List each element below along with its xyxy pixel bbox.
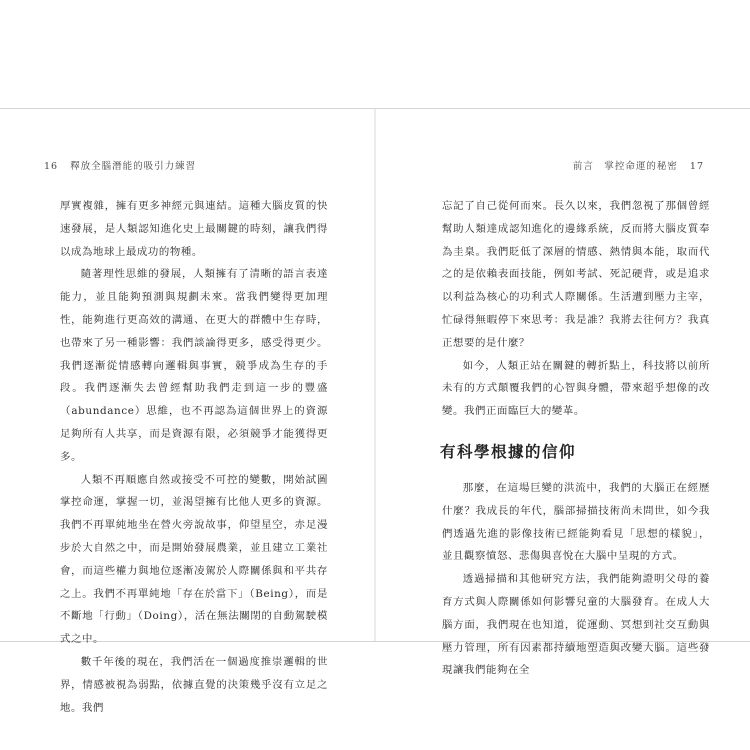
left-page [0, 109, 374, 714]
right-body-text [442, 195, 710, 682]
left-body-text [60, 195, 328, 719]
left-paragraph-1: 厚實複雜，擁有更多神經元與連結。這種大腦皮質的快速發展，是人類認知進化史上最關鍵的時刻，讓我們得以成為地球上最成功的物種。 [60, 200, 328, 258]
right-paragraph-2: 如今，人類正站在關鍵的轉折點上，科技將以前所未有的方式顛覆我們的心智與身體，帶來超乎想像的改變。我們正面臨巨大的變革。 [442, 359, 710, 418]
left-running-head [36, 158, 196, 172]
right-running-head [573, 158, 712, 172]
right-paragraph-1: 忘記了自己從何而來。長久以來，我們忽視了那個曾經幫助人類達成認知進化的邊緣系統，反而將大腦皮質奉為圭臬。我們貶低了深層的情感、熱情與本能，取而代之的是依賴表面技能，例如考試、死記硬背，或是追求以利益為核心的功利式人際關係。生活遭到壓力主宰，忙碌得無暇停下來思考：我是誰？我將去往何方？我真正想要的是什麼？ [442, 200, 710, 349]
book-spread [0, 108, 750, 714]
right-running-title: 前言 掌控命運的秘密 [572, 161, 678, 172]
left-paragraph-3: 人類不再順應自然或接受不可控的變數，開始試圖掌控命運，掌握一切，並渴望擁有比他人更多的資源。我們不再單純地坐在營火旁說故事，仰望星空，赤足漫步於大自然之中，而是開始發展農業，並且建立工業社會，而這些權力與地位逐漸凌駕於人際關係與和平共存之上。我們不再單純地「存在於當下」（Being），而是不斷地「行動」（Doing），活在無法關閉的自動駕駛模式之中。 [60, 473, 328, 646]
left-page-number: 16 [44, 161, 59, 172]
right-paragraph-4: 透過掃描和其他研究方法，我們能夠證明父母的養育方式與人際關係如何影響兒童的大腦發育。在成人大腦方面，我們現在也知道，從運動、冥想到社交互動與壓力管理，所有因素都持續地塑造與改變大腦。這些發現讓我們能夠在全 [442, 573, 710, 677]
left-running-title: 釋放全腦潛能的吸引力練習 [70, 161, 197, 172]
left-paragraph-4: 數千年後的現在，我們活在一個過度推崇邏輯的世界，情感被視為弱點，依據直覺的決策幾乎沒有立足之地。我們 [60, 655, 328, 714]
right-paragraph-3: 那麼，在這場巨變的洪流中，我們的大腦正在經歷什麼？我成長的年代，腦部掃描技術尚未問世，如今我們透過先進的影像技術已經能夠看見「思想的樣貌」，並且觀察憤怒、悲傷與喜悅在大腦中呈現的方式。 [442, 481, 710, 563]
right-page-number: 17 [689, 161, 704, 172]
section-heading: 有科學根據的信仰 [440, 441, 577, 461]
right-page [376, 109, 750, 677]
left-paragraph-2: 隨著理性思維的發展，人類擁有了清晰的語言表達能力，並且能夠預測與規劃未來。當我們變得更加理性，能夠進行更高效的溝通、在更大的群體中生存時，也帶來了另一種影響：我們談論得更多，感受得更少。我們逐漸從情感轉向邏輯與事實，競爭成為生存的手段。我們逐漸失去曾經幫助我們走到這一步的豐盛（abundance）思維，也不再認為這個世界上的資源足夠所有人共享，而是資源有限，必須競爭才能獲得更多。 [60, 268, 328, 463]
